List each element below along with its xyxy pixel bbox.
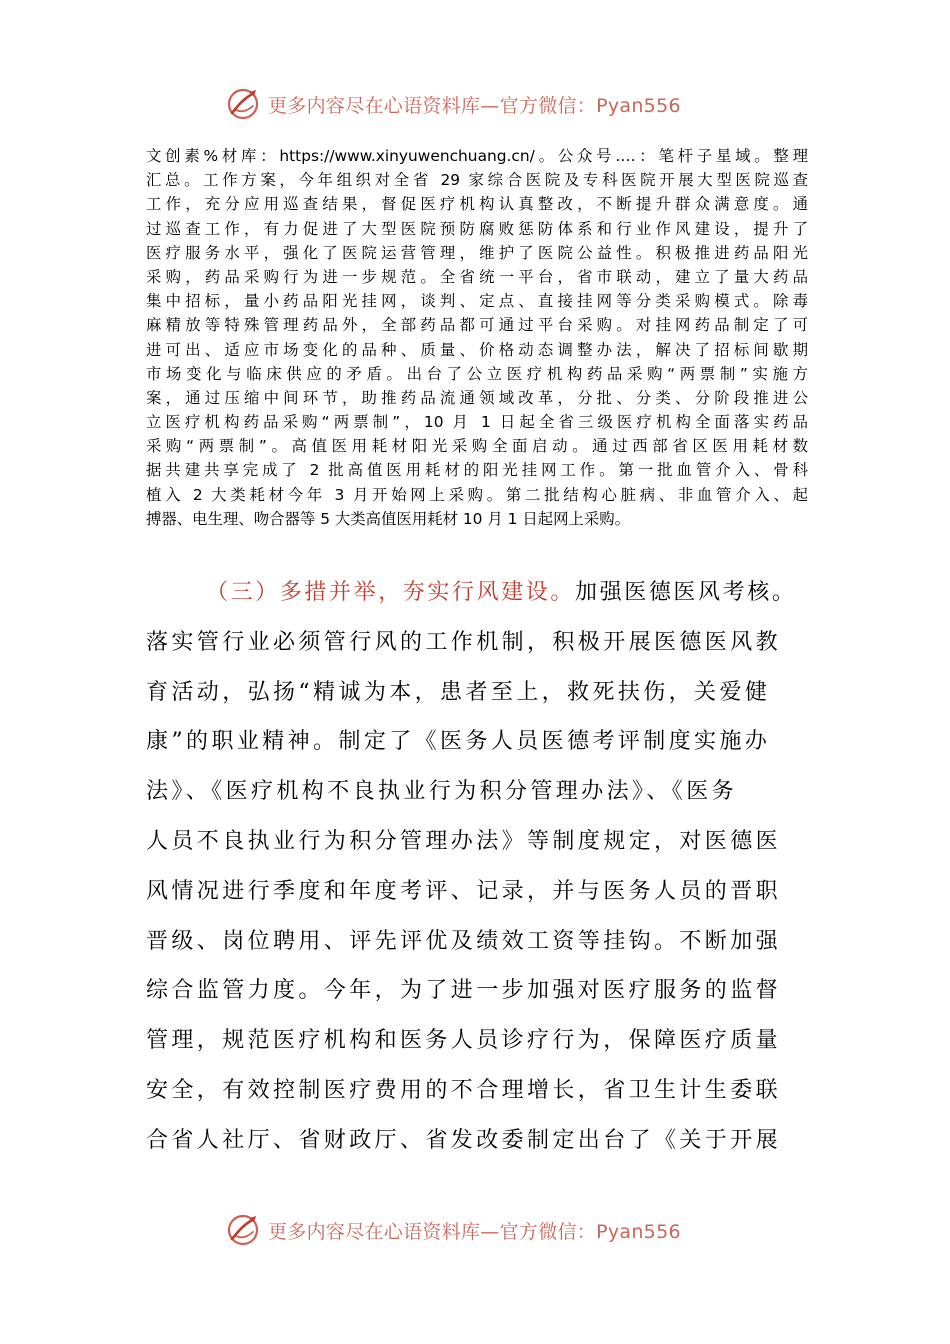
main-paragraph-line: 育活动，弘扬“精诚为本，患者至上，救死扶伤，关爱健	[146, 679, 771, 705]
small-paragraph-line: 立医疗机构药品采购“两票制”，10 月 1 日起全省三级医疗机构全面落实药品	[146, 413, 808, 432]
main-paragraph-line: 管理，规范医疗机构和医务人员诊疗行为，保障医疗质量	[146, 1028, 782, 1054]
small-paragraph-line: 集中招标，量小药品阳光挂网，谈判、定点、直接挂网等分类采购模式。除毒	[146, 292, 808, 311]
small-paragraph-line: 案，通过压缩中间环节，助推药品流通领域改革，分批、分类、分阶段推进公	[146, 388, 808, 407]
header-watermark-banner	[226, 84, 726, 124]
small-paragraph-line: 工作，充分应用巡查结果，督促医疗机构认真整改，不断提升群众满意度。通	[146, 195, 808, 214]
main-paragraph-line: 人员不良执业行为积分管理办法》等制度规定，对医德医	[146, 828, 782, 854]
signature-pen-icon	[226, 1212, 262, 1248]
small-paragraph-line: 文创素%材库：https://www.xinyuwenchuang.cn/。公众号….：笔杆子星域。整理	[146, 147, 808, 165]
small-paragraph	[146, 144, 808, 531]
main-paragraph-lead: 加强医德医风考核。	[575, 580, 797, 605]
banner-text: 更多内容尽在心语资料库—官方微信：Pyan556	[268, 94, 681, 117]
main-paragraph	[146, 568, 826, 1166]
banner-text: 更多内容尽在心语资料库—官方微信：Pyan556	[268, 1220, 681, 1243]
small-paragraph-line: 市场变化与临床供应的矛盾。出台了公立医疗机构药品采购“两票制”实施方	[146, 364, 808, 383]
main-paragraph-line: 落实管行业必须管行风的工作机制，积极开展医德医风教	[146, 629, 782, 655]
small-paragraph-line: 搏器、电生理、吻合器等 5 大类高值医用耗材 10 月 1 日起网上采购。	[146, 509, 631, 528]
small-paragraph-line: 植入 2 大类耗材今年 3 月开始网上采购。第二批结构心脏病、非血管介入、起	[146, 485, 808, 504]
main-paragraph-line: 风情况进行季度和年度考评、记录，并与医务人员的晋职	[146, 878, 782, 904]
main-paragraph-line: 康”的职业精神。制定了《医务人员医德考评制度实施办	[146, 729, 771, 755]
main-paragraph-first-line	[146, 568, 826, 618]
main-paragraph-line: 综合监管力度。今年，为了进一步加强对医疗服务的监督	[146, 978, 782, 1004]
main-paragraph-line: 安全，有效控制医疗费用的不合理增长，省卫生计生委联	[146, 1077, 782, 1103]
small-paragraph-line: 进可出、适应市场变化的品种、质量、价格动态调整办法，解决了招标间歇期	[146, 340, 808, 359]
small-paragraph-line: 医疗服务水平，强化了医院运营管理，维护了医院公益性。积极推进药品阳光	[146, 243, 808, 262]
small-paragraph-line: 麻精放等特殊管理药品外，全部药品都可通过平台采购。对挂网药品制定了可	[146, 316, 808, 335]
section-heading: （三）多措并举，夯实行风建设。	[206, 580, 576, 605]
main-paragraph-line: 晋级、岗位聘用、评先评优及绩效工资等挂钩。不断加强	[146, 928, 782, 954]
footer-watermark-banner	[226, 1210, 726, 1250]
signature-pen-icon	[226, 86, 262, 122]
small-paragraph-line: 据共建共享完成了 2 批高值医用耗材的阳光挂网工作。第一批血管介入、骨科	[146, 461, 808, 480]
main-paragraph-line: 合省人社厅、省财政厅、省发改委制定出台了《关于开展	[146, 1127, 782, 1153]
small-paragraph-line: 汇总。工作方案，今年组织对全省 29 家综合医院及专科医院开展大型医院巡查	[146, 171, 808, 190]
main-paragraph-line: 法》、《医疗机构不良执业行为积分管理办法》、《医务	[146, 779, 738, 805]
small-paragraph-line: 过巡查工作，有力促进了大型医院预防腐败惩防体系和行业作风建设，提升了	[146, 219, 808, 238]
small-paragraph-line: 采购“两票制”。高值医用耗材阳光采购全面启动。通过西部省区医用耗材数	[146, 437, 808, 456]
small-paragraph-line: 采购，药品采购行为进一步规范。全省统一平台，省市联动，建立了量大药品	[146, 267, 808, 286]
